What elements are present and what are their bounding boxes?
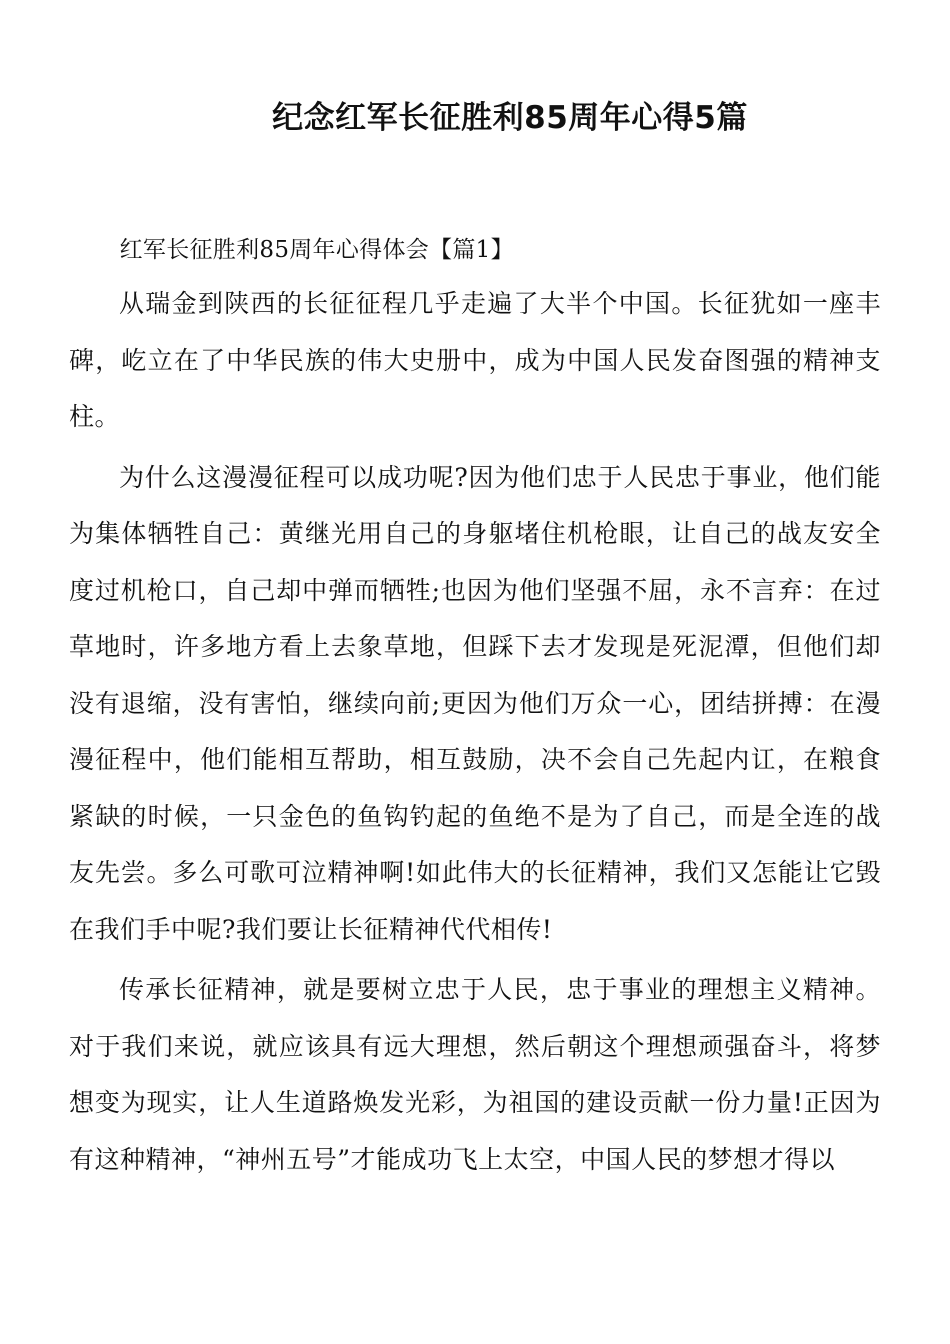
- paragraph-3: 传承长征精神，就是要树立忠于人民，忠于事业的理想主义精神。对于我们来说，就应该具有远大理想，然后朝这个理想顽强奋斗，将梦想变为现实，让人生道路焕发光彩，为祖国的建设贡献一份力量!正因为有这种精神，“神州五号”才能成功飞上太空，中国人民的梦想才得以: [69, 975, 881, 1174]
- document-body: [69, 227, 881, 1188]
- paragraph-1: 从瑞金到陕西的长征征程几乎走遍了大半个中国。长征犹如一座丰碑，屹立在了中华民族的伟大史册中，成为中国人民发奋图强的精神支柱。: [69, 289, 881, 431]
- section-heading: 红军长征胜利85周年心得体会【篇1】: [119, 237, 514, 263]
- paragraph-2: 为什么这漫漫征程可以成功呢?因为他们忠于人民忠于事业，他们能为集体牺牲自己：黄继光用自己的身躯堵住机枪眼，让自己的战友安全度过机枪口，自己却中弹而牺牲;也因为他们坚强不屈，永不言弃：在过草地时，许多地方看上去象草地，但踩下去才发现是死泥潭，但他们却没有退缩，没有害怕，继续向前;更因为他们万众一心，团结拼搏：在漫漫征程中，他们能相互帮助，相互鼓励，决不会自己先起内讧，在粮食紧缺的时候，一只金色的鱼钩钓起的鱼绝不是为了自己，而是全连的战友先尝。多么可歌可泣精神啊!如此伟大的长征精神，我们又怎能让它毁在我们手中呢?我们要让长征精神代代相传!: [69, 462, 881, 944]
- page-title: 纪念红军长征胜利85周年心得5篇: [272, 100, 748, 136]
